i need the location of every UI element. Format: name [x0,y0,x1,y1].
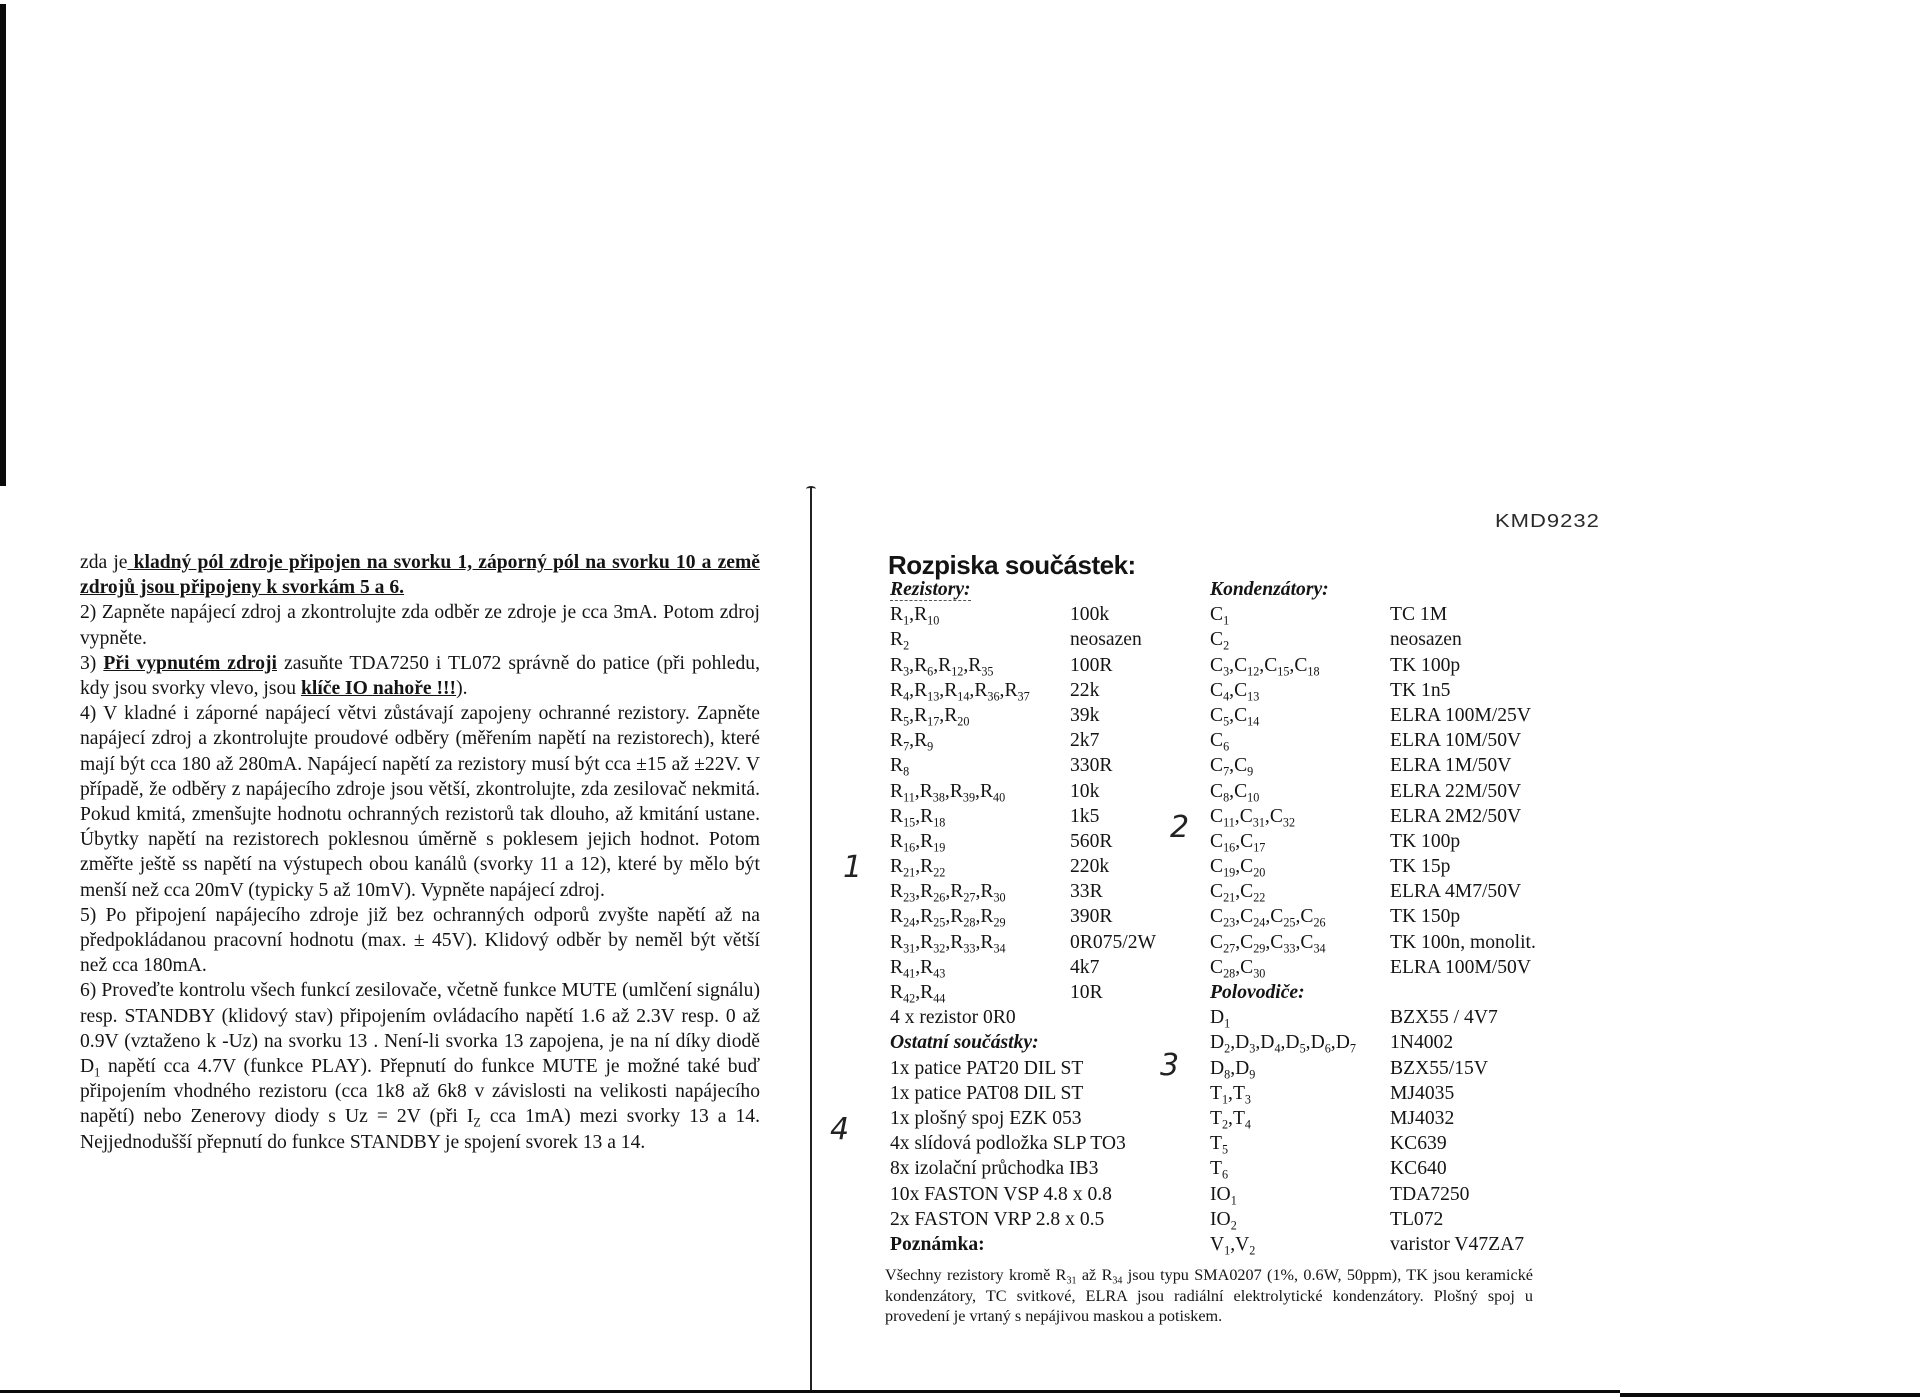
spacer [1070,1182,1220,1207]
resistor-value [1070,1005,1220,1030]
semiconductor-ref: $T_2,T_4$ [1210,1107,1251,1132]
capacitor-ref: $C_7,C_9$ [1210,755,1254,779]
capacitor-semiconductor-values-column [1390,577,1590,1257]
resistor-ref: $R_3,R_6,R_{12},R_{35}$ [890,654,994,678]
capacitor-ref: $C_5,C_{14}$ [1210,704,1260,729]
resistor-ref: $R_7,R_9$ [890,730,934,754]
semiconductor-value: BZX55 / 4V7 [1390,1007,1498,1029]
capacitor-value: TK 150p [1390,906,1461,928]
resistor-value: 0R075/2W [1070,931,1156,953]
other-parts-heading: Ostatní součástky: [890,1032,1039,1054]
semiconductor-ref: $D_2,D_3,D_4,D_5,D_6,D_7$ [1210,1032,1356,1056]
capacitor-value: ELRA 2M2/50V [1390,805,1522,827]
spacer [1070,1056,1220,1081]
capacitor-ref: $C_{21},C_{22}$ [1210,881,1266,905]
resistor-value: 10R [1070,982,1103,1003]
resistor-values-column [1070,577,1220,1232]
resistor-ref: $R_{42},R_{44}$ [890,982,946,1006]
spacer [1390,980,1590,1005]
resistor-ref: $R_5,R_{17},R_{20}$ [890,704,970,729]
resistor-value: 330R [1070,755,1113,777]
resistor-value: 1k5 [1070,805,1100,827]
semiconductor-ref: $D_8,D_9$ [1210,1057,1256,1081]
capacitor-value: ELRA 22M/50V [1390,780,1522,802]
instruction-step-3: 3) Při vypnutém zdroji zasuňte TDA7250 i TL072 správně do patice (při pohledu, kdy jsou svorky vlevo, jsou klíče IO nahoře !!!). [80,652,760,700]
other-part-item: 10x FASTON VSP 4.8 x 0.8 [890,1183,1112,1205]
semiconductor-ref: $T_6$ [1210,1158,1229,1182]
capacitor-value: ELRA 4M7/50V [1390,881,1522,903]
resistor-value: 100R [1070,654,1113,676]
resistor-value: 2k7 [1070,730,1100,752]
resistor-value: neosazen [1070,629,1142,651]
spacer [1390,577,1590,602]
resistor-ref: $R_{23},R_{26},R_{27},R_{30}$ [890,881,1006,905]
spacer [1070,1106,1220,1131]
scan-edge-bar [0,4,6,486]
spacer [1070,577,1220,602]
other-part-item: 8x izolační průchodka IB3 [890,1158,1099,1180]
capacitor-value: ELRA 100M/50V [1390,956,1531,978]
other-part-item: 2x FASTON VRP 2.8 x 0.5 [890,1208,1105,1230]
resistor-value: 560R [1070,830,1113,852]
parts-list-title: Rozpiska součástek: [888,550,1136,580]
resistors-heading: Rezistory: [890,579,971,600]
resistor-ref: $R_{15},R_{18}$ [890,805,946,829]
semiconductor-ref: $V_1,V_2$ [1210,1233,1256,1258]
semiconductor-value: KC639 [1390,1133,1447,1155]
capacitor-ref: $C_3,C_{12},C_{15},C_{18}$ [1210,654,1320,678]
capacitor-ref: $C_2$ [1210,629,1230,653]
resistor-ref: $R_1,R_{10}$ [890,604,940,628]
capacitor-ref: $C_6$ [1210,730,1230,754]
resistor-value: 22k [1070,679,1100,701]
capacitor-value: ELRA 10M/50V [1390,730,1522,752]
semiconductor-value: MJ4035 [1390,1082,1455,1104]
scan-bottom-edge [0,1390,1620,1393]
resistor-ref: $R_{31},R_{32},R_{33},R_{34}$ [890,931,1006,955]
semiconductor-ref: $IO_1$ [1210,1183,1237,1207]
capacitor-value: TK 100p [1390,830,1461,852]
semiconductor-ref: $IO_2$ [1210,1208,1237,1232]
capacitor-ref: $C_{28},C_{30}$ [1210,956,1266,981]
resistor-value: 39k [1070,704,1100,726]
resistor-value: 220k [1070,856,1110,878]
semiconductor-value: 1N4002 [1390,1032,1454,1054]
resistor-ref: $R_2$ [890,629,910,653]
semiconductor-ref: $D_1$ [1210,1007,1231,1031]
capacitor-ref: $C_{23},C_{24},C_{25},C_{26}$ [1210,906,1326,930]
resistor-ref: $R_8$ [890,755,910,779]
spacer [1070,1207,1220,1232]
handwritten-mark-4: 4 [830,1112,850,1147]
step-3-emphasis-1: Při vypnutém zdroji [103,652,278,674]
capacitors-heading: Kondenzátory: [1210,579,1329,600]
instruction-step-4: 4) V kladné i záporné napájecí větvi zůstávají zapojeny ochranné rezistory. Zapněte napájecí zdroj a zkontrolujte proudové odběry (měřením napětí na rezistorech), které mají být cca 180 až 280mA. Napájecí napětí za rezistory musí být cca ±15 až ±22V. V případě, že odběry z napájecího zdroje jsou větší, zkontrolujte, zda zesilovač nekmitá. Pokud kmitá, zmenšujte hodnotu ochranných rezistorů tak dlouho, až kmitání ustane. Úbytky napětí na rezistorech poklesnou úměrně s poklesem jejich hodnot. Potom změřte ještě ss napětí na výstupech obou kanálů (svorky 11 a 12), které by mělo být menší než cca 20mV (typicky 5 až 10mV). Vypněte napájecí zdroj. [80,703,760,901]
other-part-item: 1x plošný spoj EZK 053 [890,1107,1082,1129]
capacitor-ref: $C_{19},C_{20}$ [1210,856,1266,880]
resistor-ref: $R_4,R_{13},R_{14},R_{36},R_{37}$ [890,679,1030,703]
capacitor-ref: $C_{27},C_{29},C_{33},C_{34}$ [1210,931,1326,955]
note-heading: Poznámka: [890,1233,985,1255]
capacitor-ref: $C_1$ [1210,604,1230,628]
capacitor-ref: $C_{11},C_{31},C_{32}$ [1210,805,1296,829]
capacitor-value: ELRA 1M/50V [1390,755,1512,777]
capacitor-value: TK 1n5 [1390,679,1451,701]
spacer [1070,1081,1220,1106]
semiconductor-value: MJ4032 [1390,1107,1455,1129]
instruction-step-5: 5) Po připojení napájecího zdroje již bez ochranných odporů zvyšte napětí až na předpokládanou pracovní hodnotu (max. ± 45V). Klidový odběr by neměl být větší než cca 180mA. [80,904,760,977]
page-fold-line [810,488,812,1390]
capacitor-semiconductor-refs-column [1210,577,1390,1257]
instruction-step-6: 6) Proveďte kontrolu všech funkcí zesilovače, včetně funkce MUTE (umlčení signálu) resp. STANDBY (klidový stav) připojením ovládacího napětí 1.6 až 2.3V resp. 0 až 0.9V (vztaženo k -Uz) na svorku 13 . Není-li svorka 13 zapojena, je na ní díky diodě $D_1$ napětí cca 4.7V (funkce PLAY). Přepnutí do funkce MUTE je možné také buď připojením vhodného rezistoru (cca 1k8 až 6k8 v závislosti na velikosti napájecího napětí) nebo Zenerovy diody s Uz = 2V (při $I_Z$ cca 1mA) mezi svorky 13 a 14. Nejjednodušší přepnutí do funkce STANDBY je spojení svorek 13 a 14. [80,980,760,1153]
resistor-ref: $R_{21},R_{22}$ [890,856,946,880]
note-text: Všechny rezistory kromě $R_{31}$ až $R_{34}$ jsou typu SMA0207 (1%, 0.6W, 50ppm), TK jsou keramické kondenzátory, TC svitkové, ELRA jsou radiální elektrolytické kondenzátory. Plošný spoj u provedení je vrtaný s nepájivou maskou a potiskem. [885,1266,1533,1325]
resistor-ref: $R_{11},R_{38},R_{39},R_{40}$ [890,780,1006,804]
intro-emphasis: kladný pól zdroje připojen na svorku 1, záporný pól na svorku 10 a země zdrojů jsou připojeny k svorkám 5 a 6. [80,552,760,599]
step-3-emphasis-2: klíče IO nahoře !!! [300,678,457,700]
capacitor-value: TK 100n, monolit. [1390,931,1536,953]
semiconductors-heading: Polovodiče: [1210,982,1305,1003]
handwritten-mark-1: 1 [843,850,863,885]
capacitor-ref: $C_{16},C_{17}$ [1210,830,1266,855]
resistor-value: 390R [1070,906,1113,928]
document-code: KMD9232 [1495,509,1600,532]
semiconductor-value: TL072 [1390,1208,1444,1230]
spacer [1070,1030,1220,1055]
scan-bottom-edge-right [1620,1393,1920,1397]
parts-note [885,1265,1533,1327]
semiconductor-ref: $T_5$ [1210,1133,1229,1157]
resistor-ref: $R_{16},R_{19}$ [890,830,946,855]
capacitor-value: TK 100p [1390,654,1461,676]
assembly-instructions [80,550,760,1155]
semiconductor-ref: $T_1,T_3$ [1210,1082,1251,1106]
handwritten-mark-3: 3 [1160,1048,1180,1083]
semiconductor-value: BZX55/15V [1390,1057,1488,1079]
capacitor-value: ELRA 100M/25V [1390,704,1531,726]
capacitor-value: TK 15p [1390,856,1451,878]
spacer [1070,1131,1220,1156]
semiconductor-value: varistor V47ZA7 [1390,1233,1525,1255]
instruction-step-2: 2) Zapněte napájecí zdroj a zkontrolujte zda odběr ze zdroje je cca 3mA. Potom zdroj vypněte. [80,602,760,649]
capacitor-ref: $C_4,C_{13}$ [1210,679,1260,703]
semiconductor-value: KC640 [1390,1158,1447,1180]
other-part-item: 1x patice PAT20 DIL ST [890,1057,1084,1079]
resistor-ref: $R_{24},R_{25},R_{28},R_{29}$ [890,906,1006,930]
capacitor-ref: $C_8,C_{10}$ [1210,780,1260,804]
spacer [1070,1156,1220,1181]
resistor-value: 100k [1070,604,1110,626]
other-part-item: 4x slídová podložka SLP TO3 [890,1133,1126,1155]
instruction-intro: zda je kladný pól zdroje připojen na svorku 1, záporný pól na svorku 10 a země zdrojů jsou připojeny k svorkám 5 a 6. [80,552,760,599]
other-part-item: 1x patice PAT08 DIL ST [890,1082,1084,1104]
resistor-ref: 4 x rezistor 0R0 [890,1007,1016,1029]
resistor-value: 33R [1070,881,1103,903]
resistor-ref: $R_{41},R_{43}$ [890,956,946,981]
handwritten-mark-2: 2 [1170,810,1190,845]
resistor-value: 10k [1070,780,1100,802]
capacitor-value: neosazen [1390,629,1462,651]
capacitor-value: TC 1M [1390,604,1448,626]
semiconductor-value: TDA7250 [1390,1183,1470,1205]
resistor-value: 4k7 [1070,956,1100,978]
